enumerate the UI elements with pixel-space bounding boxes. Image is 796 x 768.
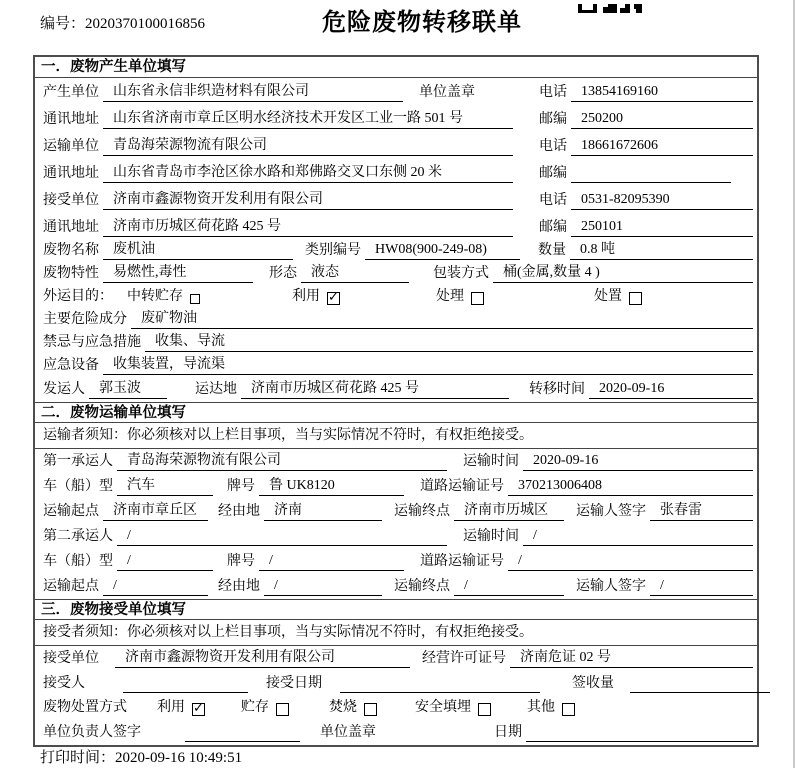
checkbox-label: 利用 xyxy=(157,700,185,715)
row-taboo-measures xyxy=(35,332,757,355)
field-value: 0531-82095390 xyxy=(571,192,753,210)
row-emergency-equipment xyxy=(35,355,757,378)
field-label: 邮编 xyxy=(539,166,567,181)
field-value: 250200 xyxy=(571,111,753,129)
field-label: 车（船）型 xyxy=(43,479,113,494)
field-value: 2020-09-16 xyxy=(589,381,753,399)
field-label: 外运目的： xyxy=(43,289,113,304)
field-value: 370213006408 xyxy=(508,478,753,496)
field-label: 道路运输证号 xyxy=(420,479,504,494)
row-waste-name xyxy=(35,240,757,263)
row-producer-address xyxy=(35,105,757,132)
field-value xyxy=(340,691,540,693)
field-value xyxy=(185,740,300,742)
field-label: 单位盖章 xyxy=(419,85,475,100)
field-label: 通讯地址 xyxy=(43,166,99,181)
field-label: 日期 xyxy=(494,725,522,740)
checkbox-label: 其他 xyxy=(527,700,555,715)
row-accept-unit xyxy=(35,646,757,671)
field-value: 2020-09-16 xyxy=(523,453,753,471)
field-value: 18661672606 xyxy=(571,138,753,156)
field-value: / xyxy=(264,578,382,596)
field-label: 电话 xyxy=(539,139,567,154)
checkbox-label: 利用 xyxy=(292,289,320,304)
field-label: 牌号 xyxy=(227,554,255,569)
field-label: 通讯地址 xyxy=(43,112,99,127)
field-label: 类别编号 xyxy=(305,243,361,258)
field-label: 单位负责人签字 xyxy=(43,725,141,740)
checkbox-other xyxy=(562,703,575,716)
field-label: 运输时间 xyxy=(463,529,519,544)
field-label: 运输单位 xyxy=(43,139,99,154)
checkbox-label: 贮存 xyxy=(241,700,269,715)
field-value: 济南市鑫源物资开发利用有限公司 xyxy=(115,646,410,668)
section1-header: 一．废物产生单位填写 xyxy=(35,57,757,78)
field-label: 应急设备 xyxy=(43,358,99,373)
field-value: / xyxy=(508,553,753,571)
field-value: / xyxy=(523,528,753,546)
field-label: 单位盖章 xyxy=(320,725,376,740)
field-value: 济南危证 02 号 xyxy=(510,646,753,668)
field-value: 250101 xyxy=(571,219,753,237)
field-label: 第一承运人 xyxy=(43,454,113,469)
field-label: 数量 xyxy=(538,243,566,258)
field-label: 接受人 xyxy=(43,676,85,691)
field-label: 废物特性 xyxy=(43,266,99,281)
field-value: / xyxy=(117,528,447,546)
field-label: 运输终点 xyxy=(394,504,450,519)
checkbox-landfill xyxy=(478,703,491,716)
field-label: 签收量 xyxy=(572,676,614,691)
row-receiver-address xyxy=(35,213,757,240)
field-value: 桶(金属,数量 4 ) xyxy=(493,261,753,283)
checkbox-label: 焚烧 xyxy=(329,700,357,715)
field-label: 转移时间 xyxy=(529,382,585,397)
row-disposal-method xyxy=(35,696,757,720)
checkbox-label: 处理 xyxy=(436,289,464,304)
row-accept-person xyxy=(35,671,757,696)
print-time-label: 打印时间： xyxy=(40,750,116,766)
field-value: 济南市历城区荷花路 425 号 xyxy=(241,377,509,399)
row-transport-route-1 xyxy=(35,499,757,524)
field-label: 接受日期 xyxy=(266,676,322,691)
field-value: 张春雷 xyxy=(650,499,753,521)
checkbox-label: 安全填埋 xyxy=(415,700,471,715)
page-edge-divider xyxy=(793,0,795,768)
checkbox-utilize xyxy=(192,703,205,716)
checkbox-label: 处置 xyxy=(594,289,622,304)
section2-header: 二．废物运输单位填写 xyxy=(35,402,757,423)
field-label: 车（船）型 xyxy=(43,554,113,569)
field-label: 接受单位 xyxy=(43,651,99,666)
row-responsible-signature xyxy=(35,720,757,745)
field-value: 青岛海荣源物流有限公司 xyxy=(117,449,447,471)
checkbox-incinerate xyxy=(364,703,377,716)
field-value: 山东省永信非织造材料有限公司 xyxy=(103,80,403,102)
field-label: 接受单位 xyxy=(43,193,99,208)
field-value: 废矿物油 xyxy=(131,307,753,329)
field-value xyxy=(123,691,248,693)
field-value: / xyxy=(259,553,404,571)
row-vehicle-type-2 xyxy=(35,549,757,574)
field-label: 运输起点 xyxy=(43,504,99,519)
print-time-value: 2020-09-16 10:49:51 xyxy=(115,750,243,766)
transporter-notice: 运输者须知：你必须核对以上栏目事项，当与实际情况不符时，有权拒绝接受。 xyxy=(35,423,757,449)
field-label: 废物名称 xyxy=(43,243,99,258)
print-time-line xyxy=(40,746,242,767)
row-waste-property xyxy=(35,263,757,286)
field-label: 邮编 xyxy=(539,220,567,235)
field-label: 运输人签字 xyxy=(576,504,646,519)
checkbox-utilize xyxy=(327,292,340,305)
qr-code-fragment-icon xyxy=(578,0,642,9)
checkbox-treat xyxy=(471,292,484,305)
row-transport-address xyxy=(35,159,757,186)
row-transport-route-2 xyxy=(35,574,757,599)
field-value: / xyxy=(103,578,208,596)
field-label: 牌号 xyxy=(227,479,255,494)
field-value: 13854169160 xyxy=(571,84,753,102)
row-first-carrier xyxy=(35,449,757,474)
field-value: / xyxy=(650,578,753,596)
field-value xyxy=(571,181,731,183)
field-value xyxy=(526,740,753,742)
section3-header: 三．废物接受单位填写 xyxy=(35,599,757,620)
field-value: 汽车 xyxy=(117,474,213,496)
checkbox-transit-storage xyxy=(190,294,200,304)
field-label: 道路运输证号 xyxy=(420,554,504,569)
field-label: 形态 xyxy=(269,266,297,281)
field-label: 运输终点 xyxy=(394,579,450,594)
field-label: 经营许可证号 xyxy=(422,651,506,666)
checkbox-dispose xyxy=(629,292,642,305)
serial-number: 2020370100016856 xyxy=(85,16,206,32)
field-label: 电话 xyxy=(539,85,567,100)
checkbox-storage xyxy=(276,703,289,716)
field-value: / xyxy=(117,553,213,571)
receiver-notice: 接受者须知：你必须核对以上栏目事项，当与实际情况不符时，有权拒绝接受。 xyxy=(35,620,757,646)
field-label: 包装方式 xyxy=(433,266,489,281)
row-vehicle-type-1 xyxy=(35,474,757,499)
field-label: 发运人 xyxy=(43,382,85,397)
field-value: HW08(900-249-08) xyxy=(365,242,520,260)
row-main-hazard xyxy=(35,309,757,332)
field-label: 产生单位 xyxy=(43,85,99,100)
row-producer-unit xyxy=(35,78,757,105)
row-shipper xyxy=(35,378,757,402)
field-value: 济南市章丘区 xyxy=(103,499,208,521)
field-label: 废物处置方式 xyxy=(43,700,127,715)
field-value: 郭玉波 xyxy=(89,377,167,399)
serial-label: 编号： xyxy=(40,16,86,32)
field-label: 第二承运人 xyxy=(43,529,113,544)
row-second-carrier xyxy=(35,524,757,549)
field-value: 青岛海荣源物流有限公司 xyxy=(103,134,513,156)
field-value: 济南 xyxy=(264,499,382,521)
field-value xyxy=(630,691,770,693)
field-label: 主要危险成分 xyxy=(43,312,127,327)
checkbox-label: 中转贮存 xyxy=(127,289,183,304)
serial-number-line xyxy=(40,12,205,33)
field-value: 济南市历城区 xyxy=(454,499,564,521)
field-label: 邮编 xyxy=(539,112,567,127)
field-label: 运输人签字 xyxy=(576,579,646,594)
field-value: 济南市鑫源物资开发利用有限公司 xyxy=(103,188,513,210)
field-label: 运达地 xyxy=(195,382,237,397)
row-receiver-unit xyxy=(35,186,757,213)
field-label: 经由地 xyxy=(218,579,260,594)
field-label: 经由地 xyxy=(218,504,260,519)
field-value: 收集、导流 xyxy=(145,330,753,352)
field-value: 山东省青岛市李沧区徐水路和郑佛路交叉口东侧 20 米 xyxy=(103,161,513,183)
row-transfer-purpose xyxy=(35,286,757,309)
row-transport-unit xyxy=(35,132,757,159)
field-value: 收集装置，导流渠 xyxy=(103,353,753,375)
field-label: 通讯地址 xyxy=(43,220,99,235)
field-value: 0.8 吨 xyxy=(570,238,753,260)
form-table xyxy=(33,55,759,747)
page-title: 危险废物转移联单 xyxy=(322,10,522,36)
field-label: 电话 xyxy=(539,193,567,208)
field-label: 禁忌与应急措施 xyxy=(43,335,141,350)
field-value: 鲁 UK8120 xyxy=(259,474,404,496)
field-value: 易燃性,毒性 xyxy=(103,261,253,283)
field-value: 液态 xyxy=(301,261,409,283)
field-value: / xyxy=(454,578,564,596)
field-value: 废机油 xyxy=(103,238,293,260)
field-value: 山东省济南市章丘区明水经济技术开发区工业一路 501 号 xyxy=(103,107,513,129)
field-label: 运输时间 xyxy=(463,454,519,469)
field-value: 济南市历城区荷花路 425 号 xyxy=(103,215,513,237)
field-label: 运输起点 xyxy=(43,579,99,594)
